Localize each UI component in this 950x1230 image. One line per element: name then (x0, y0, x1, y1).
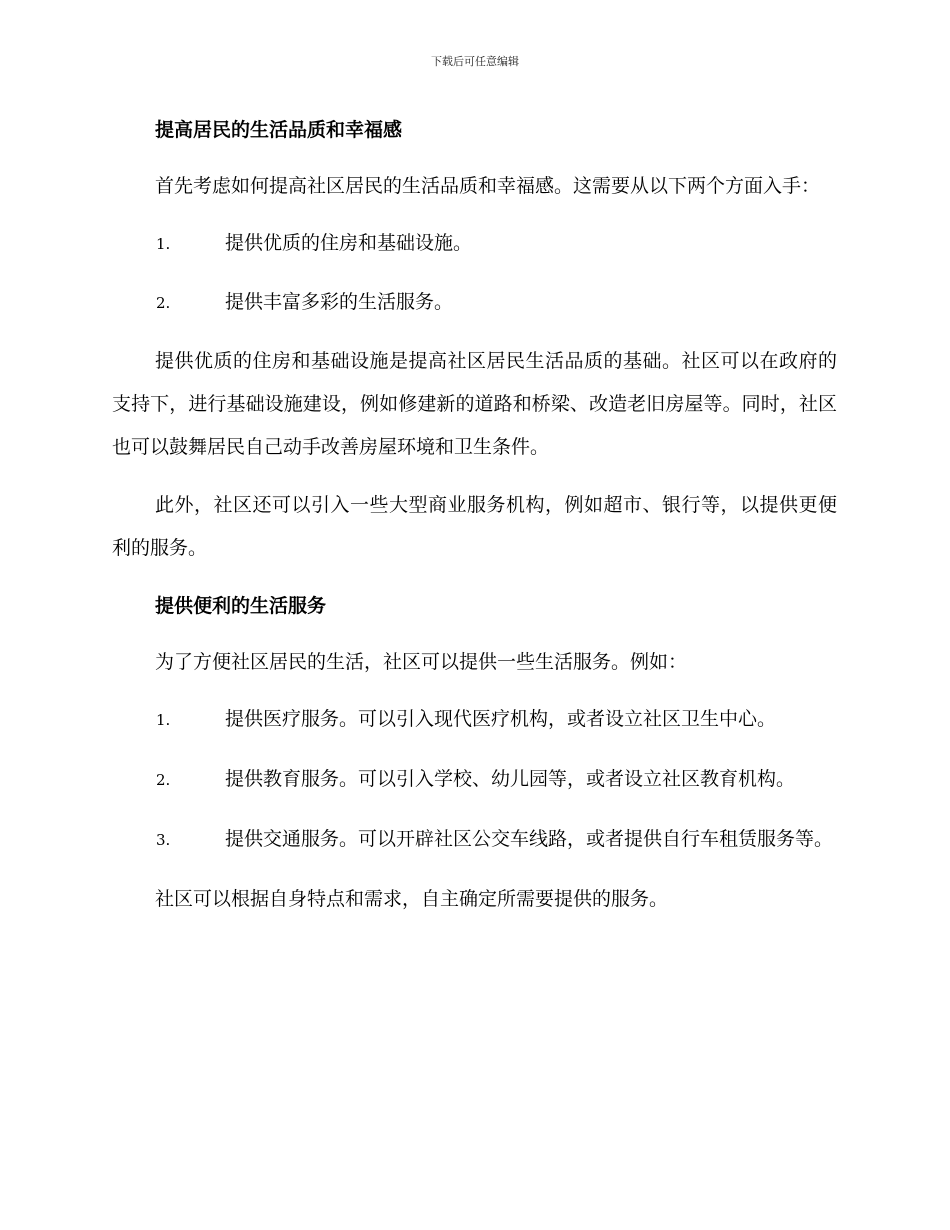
section1-paragraph-commerce: 此外，社区还可以引入一些大型商业服务机构，例如超市、银行等，以提供更便利的服务。 (112, 494, 837, 559)
list-item (112, 758, 837, 802)
section2-closing: 社区可以根据自身特点和需求，自主确定所需要提供的服务。 (155, 888, 669, 910)
page-header: 下载后可任意编辑 (431, 55, 519, 68)
document-body (112, 108, 837, 921)
list-item-number: 2. (156, 294, 171, 312)
list-item-number: 2. (156, 771, 171, 789)
section-heading-quality-of-life: 提高居民的生活品质和幸福感 (155, 119, 403, 141)
list-item-number: 1. (156, 235, 171, 253)
list-item (112, 222, 837, 266)
list-item-text: 提供优质的住房和基础设施。 (225, 232, 473, 254)
section2-intro: 为了方便社区居民的生活，社区可以提供一些生活服务。例如： (155, 651, 688, 673)
list-item-number: 3. (156, 831, 171, 849)
list-item-text: 提供教育服务。可以引入学校、幼儿园等，或者设立社区教育机构。 (225, 768, 796, 790)
list-item-text: 提供丰富多彩的生活服务。 (225, 291, 454, 313)
list-item-text: 提供交通服务。可以开辟社区公交车线路，或者提供自行车租赁服务等。 (225, 828, 834, 850)
section-heading-convenient-services: 提供便利的生活服务 (155, 595, 327, 617)
list-item (112, 698, 837, 742)
section1-paragraph-housing: 提供优质的住房和基础设施是提高社区居民生活品质的基础。社区可以在政府的支持下，进行基础设施建设，例如修建新的道路和桥梁、改造老旧房屋等。同时，社区也可以鼓舞居民自己动手改善房屋环境和卫生条件。 (112, 350, 837, 458)
list-item (112, 818, 837, 862)
section1-intro: 首先考虑如何提高社区居民的生活品质和幸福感。这需要从以下两个方面入手： (155, 175, 821, 197)
list-item-text: 提供医疗服务。可以引入现代医疗机构，或者设立社区卫生中心。 (225, 708, 777, 730)
list-item-number: 1. (156, 711, 171, 729)
list-item (112, 281, 837, 325)
